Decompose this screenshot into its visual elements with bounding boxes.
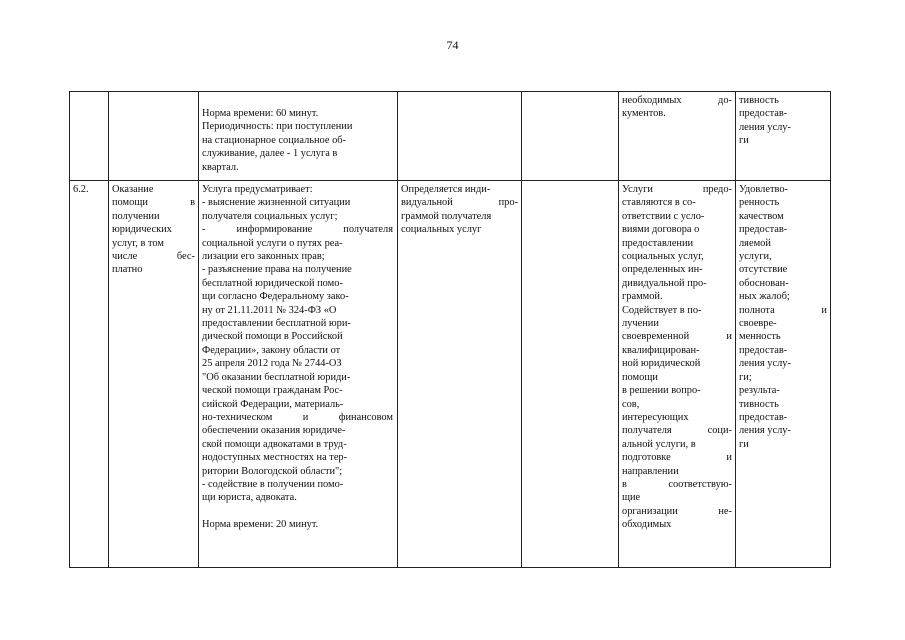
text-line: - разъяснение права на получение [202,264,352,276]
text-line: ги; [739,371,752,383]
text-line: предостав- [739,108,788,120]
service-description [202,183,393,532]
text-line: обоснован- [739,277,789,289]
text-line: квалифицирован- [622,344,700,356]
service-indicators [739,183,827,451]
text-line: Услуга предусматривает: [202,184,313,195]
text-line: - информирование получателя [202,224,393,236]
text-line: Норма времени: 20 минут. [202,519,319,531]
text-line: в решении вопро- [622,385,701,397]
text-line: предостав- [739,224,788,236]
text-line: альной услуги, в [622,438,696,450]
text-line: Периодичность: при поступлении [202,121,353,133]
service-name [112,183,195,277]
text-line: социальных услуг, [622,251,704,263]
col-divider [618,91,619,568]
text-line: ляемой [739,237,771,249]
text-line [202,505,393,518]
text-line: результа- [739,385,780,397]
text-line: предоставлении [622,237,694,249]
row-divider [69,180,831,181]
text-line: направлении [622,465,679,477]
text-line: на стационарное социальное об- [202,134,347,146]
text-line: Федерации», закону области от [202,344,341,356]
text-line: ну от 21.11.2011 № 324-ФЗ «О [202,304,337,316]
text-line: помощи [622,371,658,383]
text-line: Норма времени: 60 минут. [202,108,319,119]
text-line: сов, [622,398,640,410]
text-line: тивность [739,398,779,410]
text-line: услуг, в том [112,237,164,249]
text-line: граммой. [622,291,663,303]
col-divider [397,91,398,568]
text-line: Определяется инди- [401,184,491,195]
text-line: услуги, [739,251,772,263]
text-line: определенных ин- [622,264,703,276]
text-line: 25 апреля 2012 года № 2744-ОЗ [202,358,342,370]
text-line: ответствии с усло- [622,210,705,222]
col-divider [735,91,736,568]
text-line: ги [739,135,749,147]
text-line: - содействие в получении помо- [202,478,344,490]
row-number: 6.2. [73,184,89,195]
text-line: Услуги предо- [622,184,732,195]
text-line: бесплатной юридической помо- [202,277,343,289]
text-line: в соответствую- [622,478,732,490]
text-line: отсутствие [739,264,788,276]
text-line: своевременной и [622,331,732,343]
text-line: обеспечении оказания юридиче- [202,425,346,437]
col-divider [69,91,70,568]
prev-row-description [202,107,393,174]
text-line: интересующих [622,411,689,423]
text-line: ставляются в со- [622,197,696,209]
text-line: качеством [739,210,784,222]
text-line: щие [622,492,641,504]
text-line: виями договора о [622,224,700,236]
text-line: полнота и [739,304,827,316]
prev-row-indicators [739,94,827,148]
service-volume [401,183,518,237]
text-line: дической помощи в Российской [202,331,343,343]
text-line: Оказание [112,184,154,195]
text-line: лизации его законных прав; [202,251,325,263]
text-line: числе бес- [112,251,195,263]
text-line: получении [112,210,160,222]
text-line: получателя социальных услуг; [202,210,338,222]
table-border-bottom [69,567,831,568]
text-line: лучении [622,318,659,330]
text-line: менность [739,331,781,343]
service-conditions [622,183,732,532]
text-line: ных жалоб; [739,291,790,303]
text-line: предоставлении бесплатной юри- [202,318,351,330]
text-line: щи юриста, адвоката. [202,492,297,504]
text-line: обходимых [622,519,672,531]
col-divider [198,91,199,568]
text-line: ления услу- [739,121,791,133]
text-line: служивание, далее - 1 услуга в [202,148,338,160]
text-line: социальной услуги о путях реа- [202,237,343,249]
text-line: тивность [739,95,779,106]
text-line: щи согласно Федеральному зако- [202,291,349,303]
text-line: ской помощи адвокатами в труд- [202,438,347,450]
text-line: платно [112,264,143,276]
text-line: квартал. [202,161,239,173]
table-border-top [69,91,831,92]
text-line: нодоступных местностях на тер- [202,452,348,464]
text-line: "Об оказании бесплатной юриди- [202,371,351,383]
text-line: ческой помощи гражданам Рос- [202,385,343,397]
text-line: юридических [112,224,172,236]
text-line: предостав- [739,411,788,423]
prev-row-conditions [622,94,732,121]
col-divider [108,91,109,568]
page-number: 74 [446,38,459,52]
text-line: получателя соци- [622,425,732,437]
text-line: Удовлетво- [739,184,788,195]
text-line: граммой получателя [401,210,492,222]
text-line: ления услу- [739,358,791,370]
text-line: сийской Федерации, материаль- [202,398,344,410]
text-line: помощи в [112,197,195,209]
text-line: ритории Вологодской области"; [202,465,343,477]
text-line: Содействует в по- [622,304,702,316]
text-line: ления услу- [739,425,791,437]
text-line: организации не- [622,505,732,517]
text-line: своевре- [739,318,777,330]
text-line: кументов. [622,108,666,120]
text-line: необходимых до- [622,95,732,106]
text-line: ной юридической [622,358,701,370]
text-line: подготовке и [622,452,732,464]
text-line: социальных услуг [401,224,482,236]
text-line: ренность [739,197,780,209]
text-line: - выяснение жизненной ситуации [202,197,351,209]
text-line: предостав- [739,344,788,356]
text-line: видуальной про- [401,197,518,209]
text-line: но-техническом и финансовом [202,411,393,423]
text-line: дивидуальной про- [622,277,707,289]
text-line: ги [739,438,749,450]
col-divider [521,91,522,568]
col-divider [830,91,831,568]
